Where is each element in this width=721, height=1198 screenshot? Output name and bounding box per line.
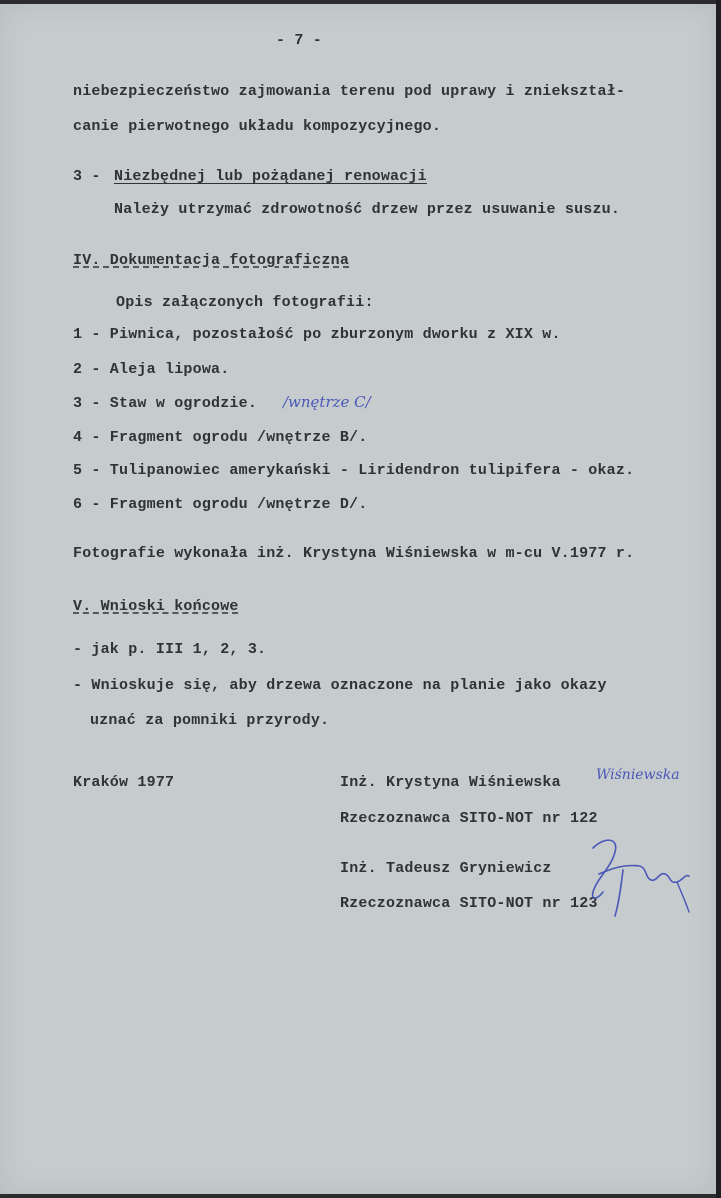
conclusion-item-1: - jak p. III 1, 2, 3. xyxy=(73,641,267,658)
place-date: Kraków 1977 xyxy=(73,774,175,791)
item-3-text: Należy utrzymać zdrowotność drzew przez usuwanie suszu. xyxy=(114,201,621,218)
section-4-subtitle: Opis załączonych fotografii: xyxy=(116,294,374,311)
photo-list-item: 4 - Fragment ogrodu /wnętrze B/. xyxy=(73,429,368,446)
signature-2 xyxy=(585,834,695,924)
section-4-heading: IV. Dokumentacja fotograficzna xyxy=(73,252,350,269)
section-5-heading: V. Wnioski końcowe xyxy=(73,598,239,615)
intro-line-2: canie pierwotnego układu kompozycyjnego. xyxy=(73,118,442,135)
intro-line-1: niebezpieczeństwo zajmowania terenu pod uprawy i zniekształ- xyxy=(73,83,626,100)
signature-1: Wiśniewska xyxy=(596,767,680,783)
photo-list-item: 2 - Aleja lipowa. xyxy=(73,361,230,378)
handwritten-note: /wnętrze C/ xyxy=(283,393,371,411)
conclusion-item-2-line-1: - Wnioskuje się, aby drzewa oznaczone na planie jako okazy xyxy=(73,677,607,694)
item-3-number: 3 - xyxy=(73,168,101,185)
page-number: - 7 - xyxy=(276,32,323,49)
conclusion-item-2-line-2: uznać za pomniki przyrody. xyxy=(90,712,330,729)
signer-1-role: Rzeczoznawca SITO-NOT nr 122 xyxy=(340,810,598,827)
signer-2-role: Rzeczoznawca SITO-NOT nr 123 xyxy=(340,895,598,912)
photo-credit: Fotografie wykonała inż. Krystyna Wiśniewska w m-cu V.1977 r. xyxy=(73,545,635,562)
item-3-title: Niezbędnej lub pożądanej renowacji xyxy=(114,168,427,185)
document-page xyxy=(0,4,716,1194)
photo-list-item: 3 - Staw w ogrodzie. xyxy=(73,395,258,412)
photo-list-item: 1 - Piwnica, pozostałość po zburzonym dworku z XIX w. xyxy=(73,326,561,343)
signer-2-name: Inż. Tadeusz Gryniewicz xyxy=(340,860,552,877)
photo-list-item: 5 - Tulipanowiec amerykański - Liridendron tulipifera - okaz. xyxy=(73,462,635,479)
signer-1-name: Inż. Krystyna Wiśniewska xyxy=(340,774,561,791)
page-edge xyxy=(716,0,721,1198)
photo-list-item: 6 - Fragment ogrodu /wnętrze D/. xyxy=(73,496,368,513)
